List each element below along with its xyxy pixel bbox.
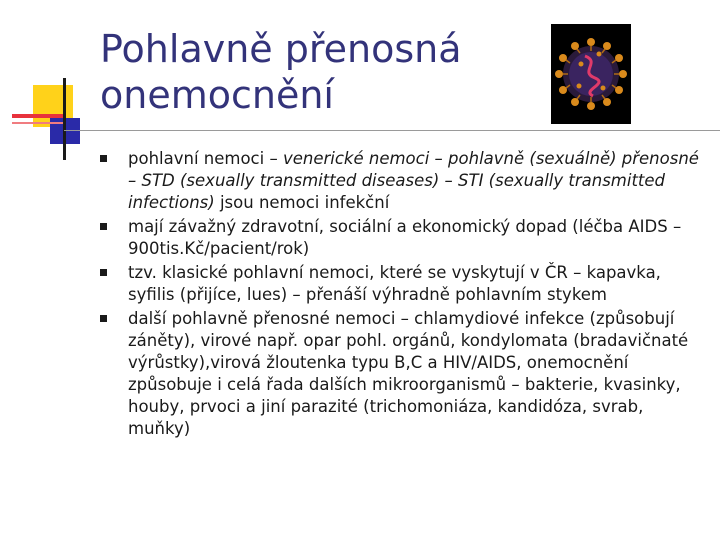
bullet-3-text: tzv. klasické pohlavní nemoci, které se vyskytují v ČR – kapavka, syfilis (přijíce, lues) – přenáší výhradně pohlavním stykem <box>128 263 661 304</box>
decor-red-line <box>12 114 66 118</box>
bullet-item-3 <box>100 262 710 306</box>
square-bullet-icon <box>100 155 107 162</box>
title-line-2: onemocnění <box>100 73 334 117</box>
bullet-1-italic: venerické nemoci – pohlavně (sexuálně) přenosné – STD (sexually transmitted diseases) – STI (sexually transmitted infections) <box>128 149 699 212</box>
bullet-1-start: pohlavní nemoci – <box>128 149 283 168</box>
virus-illustration <box>551 24 631 124</box>
bullet-4-text: další pohlavně přenosné nemoci – chlamydiové infekce (způsobují záněty), virové např. opar pohl. orgánů, kondylomata (bradavičnaté výrůstky),virová žloutenka typu B,C a HIV/AIDS, onemocnění způsobuje i celá řada dalších mikroorganismů – bakterie, kvasinky, houby, prvoci a jiní parazité (trichomoniáza, kandidóza, svrab, muňky) <box>128 309 689 438</box>
title-line-1: Pohlavně přenosná <box>100 27 462 71</box>
decor-pink-line <box>12 122 66 124</box>
bullet-item-1 <box>100 148 710 214</box>
bullet-item-2 <box>100 216 710 260</box>
bullet-2-text: mají závažný zdravotní, sociální a ekonomický dopad (léčba AIDS – 900tis.Kč/pacient/rok) <box>128 217 682 258</box>
bullet-1-end: jsou nemoci infekční <box>214 193 390 212</box>
bullet-item-4 <box>100 308 710 440</box>
square-bullet-icon <box>100 269 107 276</box>
square-bullet-icon <box>100 223 107 230</box>
decor-vertical-line <box>63 78 66 160</box>
title-underline <box>64 130 720 131</box>
square-bullet-icon <box>100 315 107 322</box>
slide-title <box>100 26 530 118</box>
bullet-list <box>100 148 710 442</box>
